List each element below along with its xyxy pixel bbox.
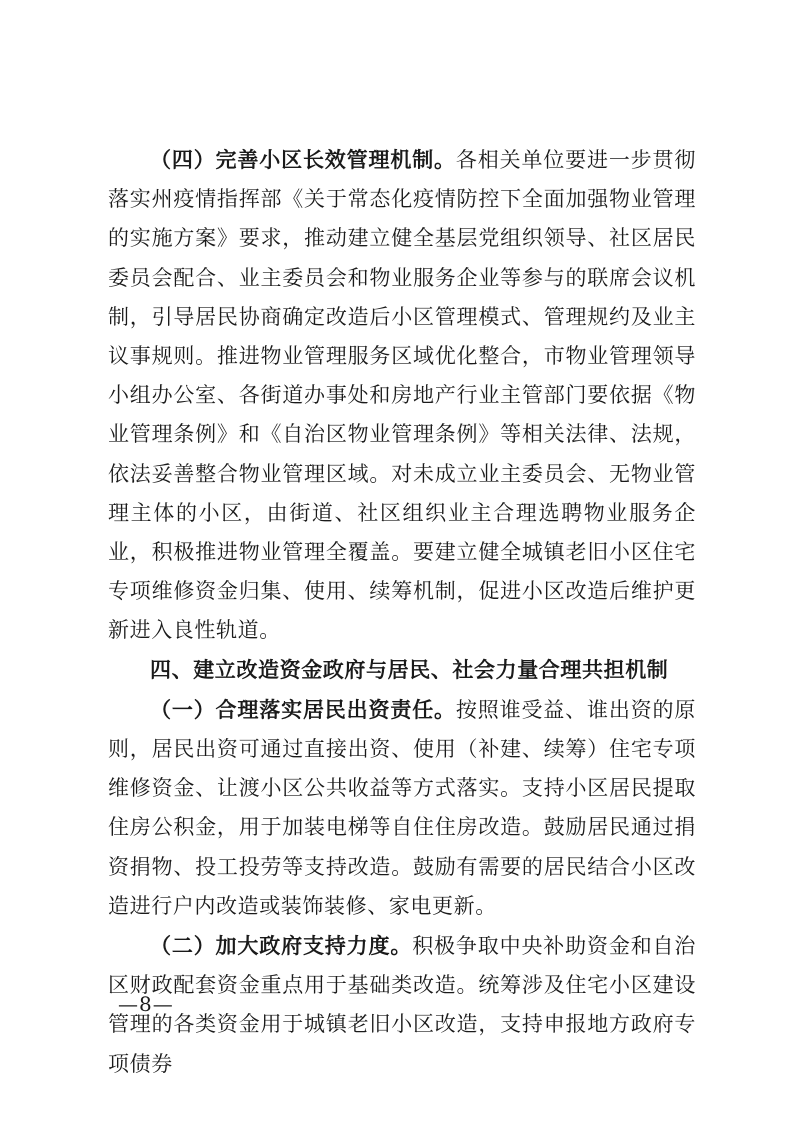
paragraph-government-support [108, 926, 696, 1084]
paragraph-text: 积极争取中央补助资金和自治区财政配套资金重点用于基础类改造。统筹涉及住宅小区建设管理的各类资金用于城镇老旧小区改造，支持申报地方政府专项债券 [108, 934, 696, 1076]
paragraph-resident-contribution [108, 690, 696, 926]
paragraph-text: 各相关单位要进一步贯彻落实州疫情指挥部《关于常态化疫情防控下全面加强物业管理的实施方案》要求，推动建立健全基层党组织领导、社区居民委员会配合、业主委员会和物业服务企业等参与的联席会议机制，引导居民协商确定改造后小区管理模式、管理规约及业主议事规则。推进物业管理服务区域优化整合，市物业管理领导小组办公室、各街道办事处和房地产行业主管部门要依据《物业管理条例》和《自治区物业管理条例》等相关法律、法规，依法妥善整合物业管理区域。对未成立业主委员会、无物业管理主体的小区，由街道、社区组织业主合理选聘物业服务企业，积极推进物业管理全覆盖。要建立健全城镇老旧小区住宅专项维修资金归集、使用、续筹机制，促进小区改造后维护更新进入良性轨道。 [108, 148, 696, 643]
paragraph-lead: （四）完善小区长效管理机制。 [150, 147, 456, 172]
paragraph-lead: （二）加大政府支持力度。 [150, 933, 413, 959]
paragraph-text: 按照谁受益、谁出资的原则，居民出资可通过直接出资、使用（补建、续筹）住宅专项维修资金、让渡小区公共收益等方式落实。支持小区居民提取住房公积金，用于加装电梯等自住住房改造。鼓励居民通过捐资捐物、投工投劳等支持改造。鼓励有需要的居民结合小区改造进行户内改造或装饰装修、家电更新。 [108, 697, 696, 918]
document-body [108, 140, 696, 1084]
page-number: —8— [118, 992, 174, 1016]
paragraph-lead: （一）合理落实居民出资责任。 [150, 696, 456, 722]
paragraph-improve-management [108, 140, 696, 651]
section-heading: 四、建立改造资金政府与居民、社会力量合理共担机制 [150, 657, 669, 682]
